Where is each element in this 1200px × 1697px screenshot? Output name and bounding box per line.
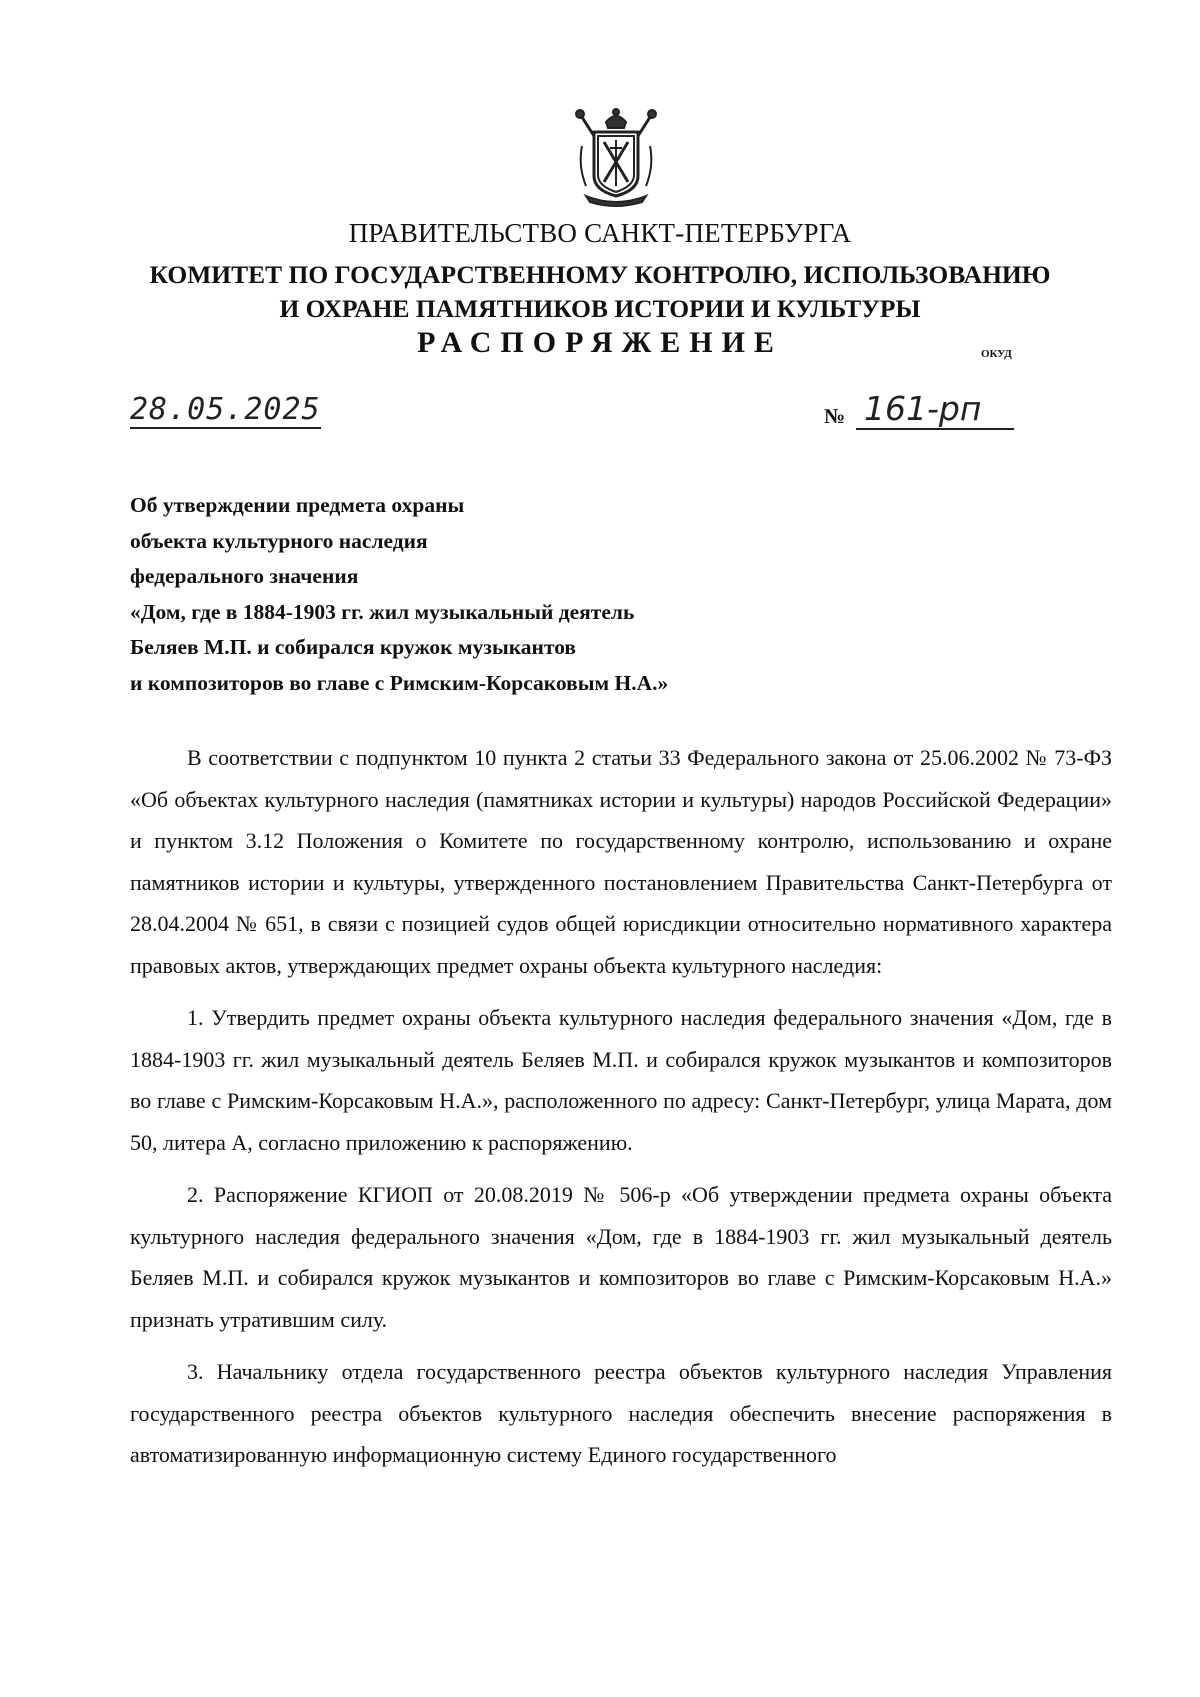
clause-paragraph-2: 2. Распоряжение КГИОП от 20.08.2019 № 506-р «Об утверждении предмета охраны объекта культурного наследия федерального значения «Дом, где в 1884-1903 гг. жил музыкальный деятель Беляев М.П. и собирался кружок музыкантов и композиторов во главе с Римским-Корсаковым Н.А.» признать утратившим силу. — [130, 1182, 1112, 1332]
subject-line: Об утверждении предмета охраны — [130, 493, 465, 517]
subject-line: Беляев М.П. и собирался кружок музыкантов — [130, 635, 577, 659]
number-sign: № — [824, 404, 846, 428]
subject-line: федерального значения — [130, 564, 359, 588]
committee-name — [0, 258, 1200, 326]
okud-label: ОКУД — [981, 348, 1012, 360]
clause-paragraph-1: 1. Утвердить предмет охраны объекта культурного наследия федерального значения «Дом, где в 1884-1903 гг. жил музыкальный деятель Беляев М.П. и собирался кружок музыкантов и композиторов во главе с Римским-Корсаковым Н.А.», расположенного по адресу: Санкт-Петербург, улица Марата, дом 50, литера А, согласно приложению к распоряжению. — [130, 1005, 1112, 1155]
document-date: 28.05.2025 — [130, 392, 321, 427]
subject-line: «Дом, где в 1884-1903 гг. жил музыкальный деятель — [130, 599, 635, 624]
subject-line: и композиторов во главе с Римским-Корсаковым Н.А.» — [130, 670, 669, 695]
committee-name-line-1: КОМИТЕТ ПО ГОСУДАРСТВЕННОМУ КОНТРОЛЮ, ИСПОЛЬЗОВАНИЮ — [149, 260, 1051, 289]
document-body — [130, 737, 1112, 1487]
document-type: РАСПОРЯЖЕНИЕ — [417, 326, 783, 359]
preamble-paragraph: В соответствии с подпунктом 10 пункта 2 статьи 33 Федерального закона от 25.06.2002 № 73-ФЗ «Об объектах культурного наследия (памятниках истории и культуры) народов Российской Федерации» и пунктом 3.12 Положения о Комитете по государственному контролю, использованию и охране памятников истории и культуры, утвержденного постановлением Правительства Санкт-Петербурга от 28.04.2004 № 651, в связи с позицией судов общей юрисдикции относительно нормативного характера правовых актов, утверждающих предмет охраны объекта культурного наследия: — [130, 745, 1112, 978]
government-name: ПРАВИТЕЛЬСТВО САНКТ-ПЕТЕРБУРГА — [348, 218, 852, 248]
clause-paragraph-3: 3. Начальнику отдела государственного реестра объектов культурного наследия Управления государственного реестра объектов культурного наследия обеспечить внесение распоряжения в автоматизированную информационную систему Единого государственного — [130, 1359, 1112, 1467]
coat-of-arms-icon — [572, 106, 660, 208]
subject-line: объекта культурного наследия — [130, 528, 428, 553]
committee-name-line-2: И ОХРАНЕ ПАМЯТНИКОВ ИСТОРИИ И КУЛЬТУРЫ — [279, 294, 921, 323]
document-subject — [130, 488, 668, 701]
document-number: 161-рп — [856, 390, 1014, 430]
